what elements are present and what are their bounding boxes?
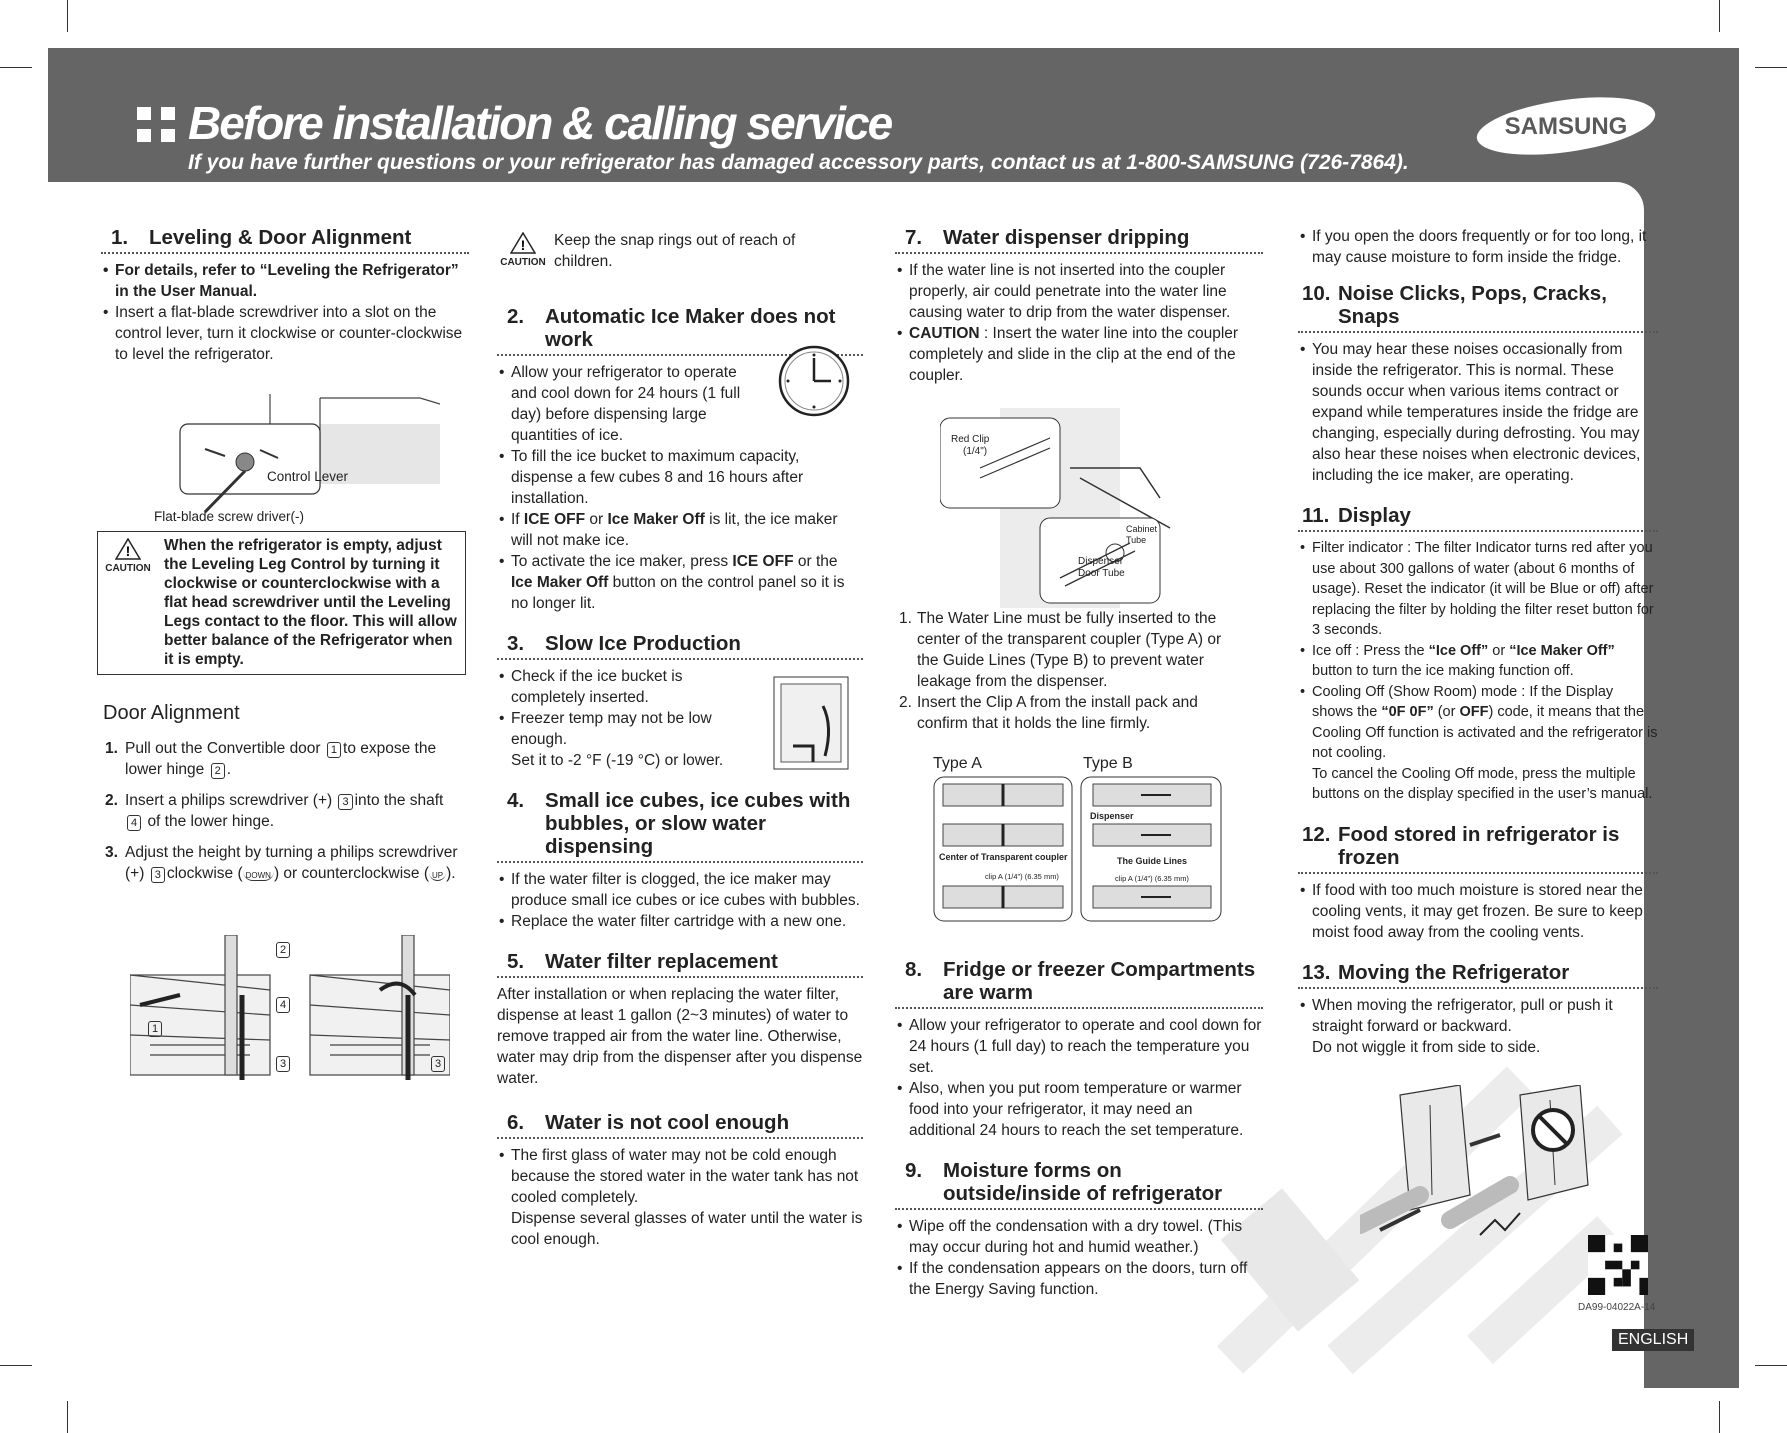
bullet: • If food with too much moisture is stored near the cooling vents, it may get frozen. Be sure to keep moist food away from the cooling vents. (1298, 880, 1658, 943)
step-number: 1. (899, 610, 912, 627)
keyword: CAUTION (909, 325, 980, 342)
text: ) code, it means that the Cooling Off function is activated and the refrigerator is not cooling. (1312, 704, 1658, 761)
type-b-label: Type B (1083, 755, 1133, 772)
section-number: 13. (1302, 960, 1331, 984)
caption: Dispenser Door Tube (1078, 556, 1125, 579)
section-title (1298, 282, 1658, 333)
paragraph: After installation or when replacing the water filter, dispense at least 1 gallon (2~3 minutes) of water to remove trapped air from the water line. Otherwise, water may drip from the dispenser after you dispense water. (497, 986, 863, 1087)
crop-mark (1719, 1401, 1720, 1433)
section-title (1298, 504, 1658, 532)
section-number: 10. (1302, 282, 1331, 305)
fig-label (274, 938, 292, 959)
bullet: • Also, when you put room temperature or warmer food into your refrigerator, it may need an additional 24 hours to reach the set temperature. (895, 1078, 1263, 1141)
step-text: to expose the lower hinge (125, 740, 437, 778)
bullet: • Allow your refrigerator to operate and cool down for 24 hours (1 full day) to reach the temperature you set. (895, 1015, 1263, 1078)
crop-mark (67, 0, 68, 32)
section-number: 11. (1302, 504, 1330, 527)
section-heading: Display (1338, 504, 1411, 527)
keyword: ICE OFF (523, 511, 586, 528)
fig-label (274, 1052, 292, 1073)
bullet (1298, 682, 1658, 764)
bullet (1298, 641, 1658, 682)
section-heading: Food stored in refrigerator is frozen (1338, 822, 1620, 869)
section-title (1298, 961, 1658, 989)
brand-name: SAMSUNG (1504, 113, 1628, 140)
section-title (895, 958, 1263, 1009)
crop-mark (0, 1365, 32, 1366)
text: : Insert the water line into the coupler completely and slide in the clip at the end of the coupler. (909, 325, 1239, 384)
part-number: 3 (151, 867, 165, 883)
section-number: 4. (507, 789, 525, 812)
text: To activate the ice maker, press (511, 553, 733, 570)
section-heading: Slow Ice Production (545, 632, 741, 655)
section-heading: Automatic Ice Maker does not work (545, 305, 836, 351)
text: (or (1433, 704, 1460, 720)
caution-icon (104, 538, 152, 574)
part-number: 2 (211, 763, 225, 779)
caution-text: When the refrigerator is empty, adjust the Leveling Leg Control by turning it clockwise or counterclockwise with a flat head screwdriver until the Leveling Legs contact to the floor. This will allow better balance of the Refrigerator when it is empty. (164, 537, 457, 668)
bullet (497, 509, 863, 551)
text: or (1488, 642, 1510, 659)
title-bullet-icon (137, 107, 181, 143)
crop-mark (67, 1401, 68, 1433)
section-number: 6. (507, 1111, 525, 1134)
bullet: • The first glass of water may not be cold enough because the stored water in the water tank has not cooled completely. (497, 1145, 863, 1208)
text: or the (793, 553, 838, 570)
caption: Flat-blade screw driver(-) (154, 509, 305, 524)
column-2 (497, 305, 863, 1250)
bullet: • To fill the ice bucket to maximum capacity, dispense a few cubes 8 and 16 hours after installation. (497, 446, 863, 509)
bullet (895, 323, 1263, 386)
caution-label: CAUTION (105, 563, 151, 574)
part-number: 4 (276, 997, 290, 1013)
section-heading: Moving the Refrigerator (1338, 960, 1570, 984)
bullet-continuation: Set it to -2 °F (-19 °C) or lower. (511, 752, 724, 769)
section-heading: Small ice cubes, ice cubes with bubbles, or slow water dispensing (545, 789, 851, 858)
bullet: • Filter indicator : The filter Indicator turns red after you use about 300 gallons of water (about 6 months of usage). Reset the indicator (it will be Blue or off) after replacing the filter by holding the filter reset button for 3 seconds. (1298, 538, 1658, 641)
numbered-step (897, 692, 1237, 734)
caption: clip A (1/4") (6.35 mm) (1115, 874, 1189, 883)
bullet: • When moving the refrigerator, pull or push it straight forward or backward. (1298, 995, 1658, 1037)
crop-mark (1755, 67, 1787, 68)
ice-bucket-illustration (773, 676, 849, 770)
section-title (1298, 823, 1658, 874)
section-heading: Noise Clicks, Pops, Cracks, Snaps (1338, 282, 1607, 328)
column-3 (895, 226, 1263, 386)
section-title (497, 632, 863, 660)
text: Ice off : Press the (1312, 642, 1429, 659)
bullet: • Insert a flat-blade screwdriver into a slot on the control lever, turn it clockwise or counter-clockwise to level the refrigerator. (101, 302, 469, 365)
bullet: • If the water filter is clogged, the ice maker may produce small ice cubes or ice cubes with bubbles. (497, 869, 863, 911)
column-4 (1298, 226, 1658, 1058)
section-number: 5. (507, 950, 525, 973)
caption: (1/4") (963, 446, 988, 457)
bullet: • Freezer temp may not be low enough. (497, 708, 731, 750)
bullet: • Allow your refrigerator to operate and cool down for 24 hours (1 full day) before dispensing large quantities of ice. (497, 362, 761, 446)
section-title (497, 950, 863, 978)
door-alignment-title: Door Alignment (103, 702, 240, 724)
part-number: 3 (431, 1056, 445, 1072)
text: button on the control panel so it is no longer lit. (511, 574, 845, 612)
part-number: 1 (327, 742, 341, 758)
bullet: • For details, refer to “Leveling the Refrigerator” in the User Manual. (101, 260, 469, 302)
numbered-step (103, 842, 473, 886)
step-text: Insert a philips screwdriver (+) (125, 792, 333, 809)
document-code: DA99-04022A-14 (1578, 1302, 1656, 1313)
bullet-continuation: To cancel the Cooling Off mode, press the multiple buttons on the display specified in the user’s manual. (1312, 765, 1653, 802)
caption: Cabinet Tube (1126, 524, 1158, 545)
step-text: into the shaft (354, 792, 444, 809)
section-number: 3. (507, 632, 525, 655)
crop-mark (1719, 0, 1720, 32)
step-text: clockwise ( (166, 865, 243, 882)
text: If (511, 511, 524, 528)
bullet: • If you open the doors frequently or for too long, it may cause moisture to form inside the fridge. (1298, 226, 1658, 268)
keyword: ICE OFF (732, 553, 794, 570)
step-number: 3. (105, 844, 118, 861)
bullet-continuation: Do not wiggle it from side to side. (1312, 1038, 1541, 1056)
up-arrow-icon: UP (429, 871, 446, 881)
page-title: Before installation & calling service (188, 97, 892, 149)
keyword: OFF (1459, 704, 1489, 720)
step-number: 1. (105, 740, 118, 757)
door-alignment (103, 703, 473, 886)
fig-label (429, 1052, 447, 1073)
text: button to turn the ice making function off. (1312, 663, 1574, 679)
section-heading: Water is not cool enough (545, 1111, 790, 1134)
section-title (497, 1111, 863, 1139)
page-subtitle: If you have further questions or your refrigerator has damaged accessory parts, contact us at 1-800-SAMSUNG (726-7864). (188, 151, 1409, 174)
section-title (895, 1159, 1263, 1210)
fig-label (274, 993, 292, 1014)
section-title (497, 789, 863, 863)
step-text: Adjust the height by turning a philips screwdriver (+) (125, 844, 458, 882)
numbered-step (897, 608, 1237, 692)
caption: Dispenser (1090, 811, 1134, 821)
section-number: 2. (507, 305, 525, 328)
bullet: • Wipe off the condensation with a dry towel. (This may occur during hot and humid weather.) (895, 1216, 1263, 1258)
part-number: 2 (276, 942, 290, 958)
step-number: 2. (105, 792, 118, 809)
bullet: • If the water line is not inserted into the coupler properly, air could penetrate into the water line causing water to drip from the water dispenser. (895, 260, 1263, 323)
section-heading: Fridge or freezer Compartments are warm (943, 958, 1256, 1004)
bullet: • You may hear these noises occasionally from inside the refrigerator. This is normal. These sounds occur when various items contract or expand while temperatures inside the fridge are changing, especially during defrosting. You may also hear these noises when electronic devices, including the ice maker, are operating. (1298, 339, 1658, 486)
section-title (101, 226, 469, 254)
column-3-list (897, 608, 1237, 734)
section-heading: Moisture forms on outside/inside of refrigerator (943, 1159, 1223, 1205)
part-number: 1 (148, 1021, 162, 1037)
caption: Red Clip (951, 434, 990, 445)
step-number: 2. (899, 694, 912, 711)
numbered-step: 1. Pull out the Convertible door 1 to expose the lower hinge 2 . (105, 740, 437, 778)
part-number: 3 (276, 1056, 290, 1072)
text: is lit, the ice maker will not make ice. (511, 511, 838, 549)
step-text: ) or counterclockwise ( (273, 865, 429, 882)
caption: Control Lever (267, 469, 349, 484)
bullet-continuation: Dispense several glasses of water until the water is cool enough. (511, 1210, 863, 1248)
section-heading: Water dispenser dripping (943, 226, 1190, 249)
type-a-label: Type A (933, 755, 982, 772)
keyword: Ice Maker Off (607, 511, 705, 528)
keyword: “Ice Maker Off” (1509, 642, 1615, 659)
moving-fridge-illustration (1360, 1085, 1620, 1245)
caution-box (97, 531, 466, 675)
section-number: 12. (1302, 822, 1331, 846)
section-heading: Water filter replacement (545, 950, 778, 973)
section-number: 8. (905, 958, 923, 981)
bullet: • If the condensation appears on the doors, turn off the Energy Saving function. (895, 1258, 1263, 1300)
step-text: The Water Line must be fully inserted to the center of the transparent coupler (Type A) or the Guide Lines (Type B) to prevent water leakage from the dispenser. (917, 610, 1222, 690)
numbered-step (103, 790, 473, 832)
section-number: 9. (905, 1159, 923, 1182)
keyword: “Ice Off” (1428, 642, 1489, 659)
samsung-logo (1474, 96, 1658, 156)
step-text: ). (446, 865, 456, 882)
step-text: Insert the Clip A from the install pack and confirm that it holds the line firmly. (917, 694, 1198, 732)
language-badge: ENGLISH (1612, 1329, 1694, 1351)
caption: clip A (1/4") (6.35 mm) (985, 872, 1059, 881)
step-text: Pull out the Convertible door (125, 740, 321, 757)
bullet (497, 551, 863, 614)
crop-mark (0, 67, 32, 68)
clock-icon (777, 344, 851, 418)
part-number: 3 (338, 794, 352, 810)
leveling-illustration (150, 394, 440, 524)
caution-icon (498, 232, 548, 268)
down-arrow-icon: DOWN (243, 871, 274, 881)
coupler-types-illustration (933, 776, 1223, 922)
caption: The Guide Lines (1117, 856, 1188, 866)
section-title (895, 226, 1263, 254)
column-1 (101, 226, 469, 365)
keyword: “0F 0F” (1381, 704, 1434, 720)
bullet: • Replace the water filter cartridge with a new one. (497, 911, 863, 932)
caution-label: CAUTION (500, 257, 546, 268)
step-text: of the lower hinge. (147, 813, 275, 830)
keyword: Ice Maker Off (511, 574, 609, 591)
qr-code (1588, 1235, 1648, 1295)
section-number: 1. (111, 226, 129, 249)
text: or (585, 511, 608, 528)
text: Cooling Off (Show Room) mode : If the Display shows the (1312, 683, 1614, 720)
svg-text:!: ! (125, 543, 131, 559)
caption: Center of Transparent coupler (939, 852, 1068, 862)
caution-text: Keep the snap rings out of reach of children. (554, 232, 796, 270)
crop-mark (1755, 1365, 1787, 1366)
section-number: 7. (905, 226, 923, 249)
part-number: 4 (127, 815, 141, 831)
fig-label (146, 1017, 164, 1038)
column-3-lower (895, 958, 1263, 1300)
svg-text:!: ! (520, 237, 526, 253)
section-heading: Leveling & Door Alignment (149, 226, 412, 249)
bullet: • Check if the ice bucket is completely inserted. (497, 666, 711, 708)
